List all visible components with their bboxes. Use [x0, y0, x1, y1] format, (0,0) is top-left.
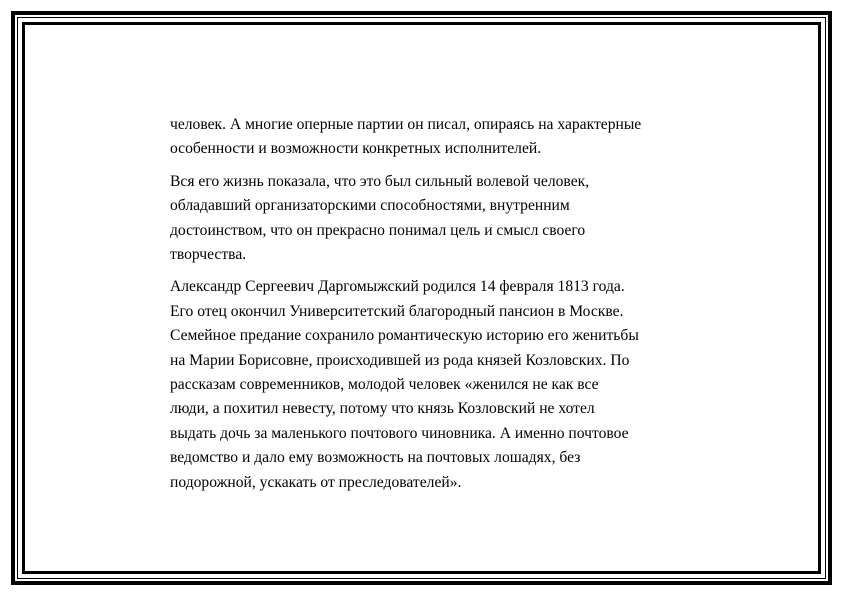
document-body: [170, 113, 730, 503]
paragraph-3: Александр Сергеевич Даргомыжский родился 14 февраля 1813 года. Его отец окончил Университетский благородный пансион в Москве. Семейное предание сохранило романтическую историю его женитьбы на Марии Борисовне, происходившей из рода князей Козловских. По рассказам современников, молодой человек «женился не как все люди, а похитил невесту, потому что князь Козловский не хотел выдать дочь за маленького почтового чиновника. А именно почтовое ведомство и дало ему возможность на почтовых лошадях, без подорожной, ускакать от преследователей».: [170, 278, 639, 491]
paragraph-1: человек. А многие оперные партии он писал, опираясь на характерные особенности и возможности конкретных исполнителей.: [170, 116, 642, 158]
paragraph-2: Вся его жизнь показала, что это был сильный волевой человек, обладавший организаторскими способностями, внутренним достоинством, что он прекрасно понимал цель и смысл своего творчества.: [170, 172, 590, 264]
